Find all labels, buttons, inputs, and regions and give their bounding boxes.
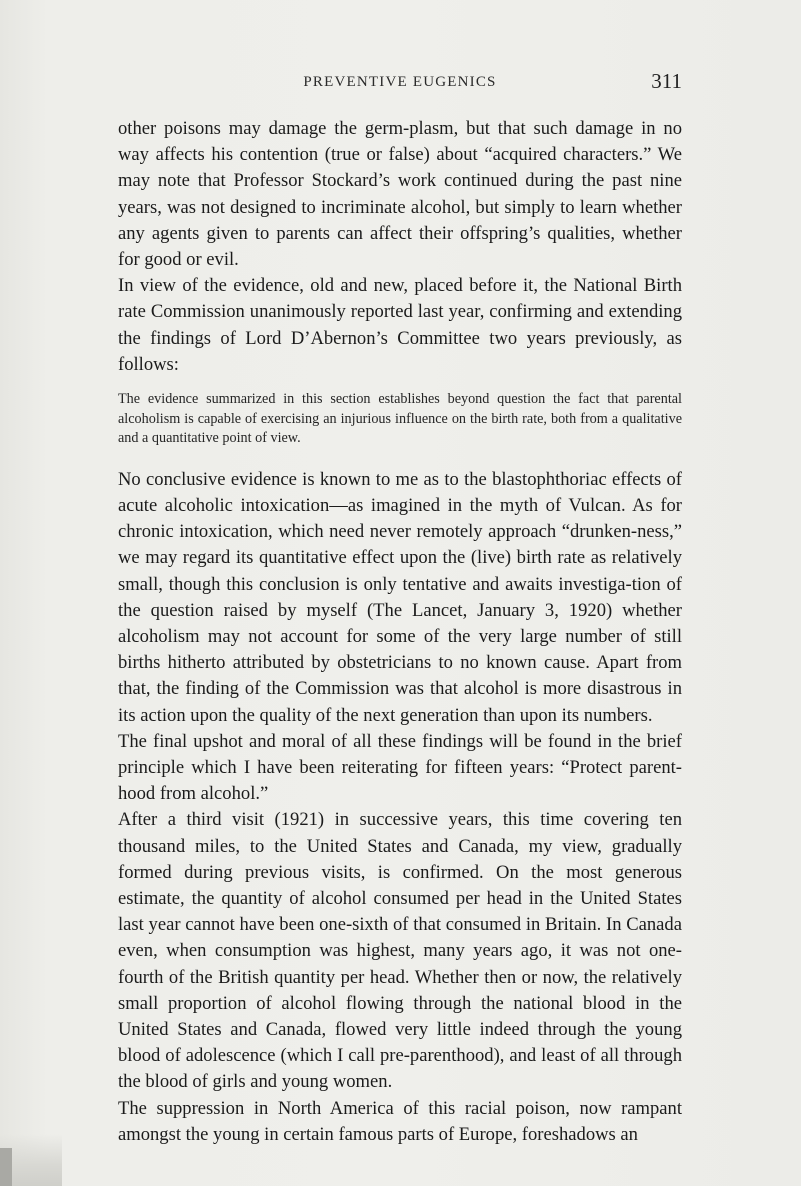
paragraph-commission-report: In view of the evidence, old and new, placed before it, the National Birth rate Commission unanimously reported last year, confirming and extending the findings of Lord D’Abernon’s Committee two years previously, as follows: [118, 275, 682, 375]
binding-edge-mark [0, 1148, 12, 1186]
paragraph-continuation: other poisons may damage the germ-plasm, but that such damage in no way affects his contention (true or false) about “acquired characters.” We may note that Professor Stockard’s work continued during the past nine years, was not designed to incriminate alcohol, but simply to learn whether any agents given to parents can affect their offspring’s qualities, whether for good or evil. [118, 118, 682, 271]
paragraph-suppression: The suppression in North America of this racial poison, now rampant amongst the young in certain famous parts of Europe, foreshadows an [118, 1097, 682, 1145]
block-quote: The evidence summarized in this section establishes beyond question the fact that parental alcoholism is capable of exercising an injurious influence on the birth rate, both from a qualitative and a quantitative point of view. [118, 391, 682, 447]
running-head: PREVENTIVE EUGENICS [303, 74, 497, 90]
page-number: 311 [651, 69, 682, 93]
paragraph-upshot: The final upshot and moral of all these findings will be found in the brief principle which I have been reiterating for fifteen years: “Protect parent-hood from alcohol.” [118, 730, 682, 805]
page-header [118, 70, 682, 94]
paragraph-blastophthoriac: No conclusive evidence is known to me as to the blastophthoriac effects of acute alcoholic intoxication—as imagined in the myth of Vulcan. As for chronic intoxication, which need never remotely approach “drunken-ness,” we may regard its quantitative effect upon the (live) birth rate as relatively small, though this conclusion is only tentative and awaits investiga-tion of the question raised by myself (The Lancet, January 3, 1920) whether alcoholism may not account for some of the very large number of still births hitherto attributed by obstetricians to no known cause. Apart from that, the finding of the Commission was that alcohol is more disastrous in its action upon the quality of the next generation than upon its numbers. [118, 468, 682, 726]
page-body [118, 116, 682, 1148]
paragraph-third-visit: After a third visit (1921) in successive years, this time covering ten thousand miles, to the United States and Canada, my view, gradually formed during previous visits, is confirmed. On the most generous estimate, the quantity of alcohol consumed per head in the United States last year cannot have been one-sixth of that consumed in Britain. In Canada even, when consumption was highest, many years ago, it was not one-fourth of the British quantity per head. Whether then or now, the relatively small proportion of alcohol flowing through the national blood in the United States and Canada, flowed very little indeed through the young blood of adolescence (which I call pre-parenthood), and least of all through the blood of girls and young women. [118, 809, 682, 1093]
